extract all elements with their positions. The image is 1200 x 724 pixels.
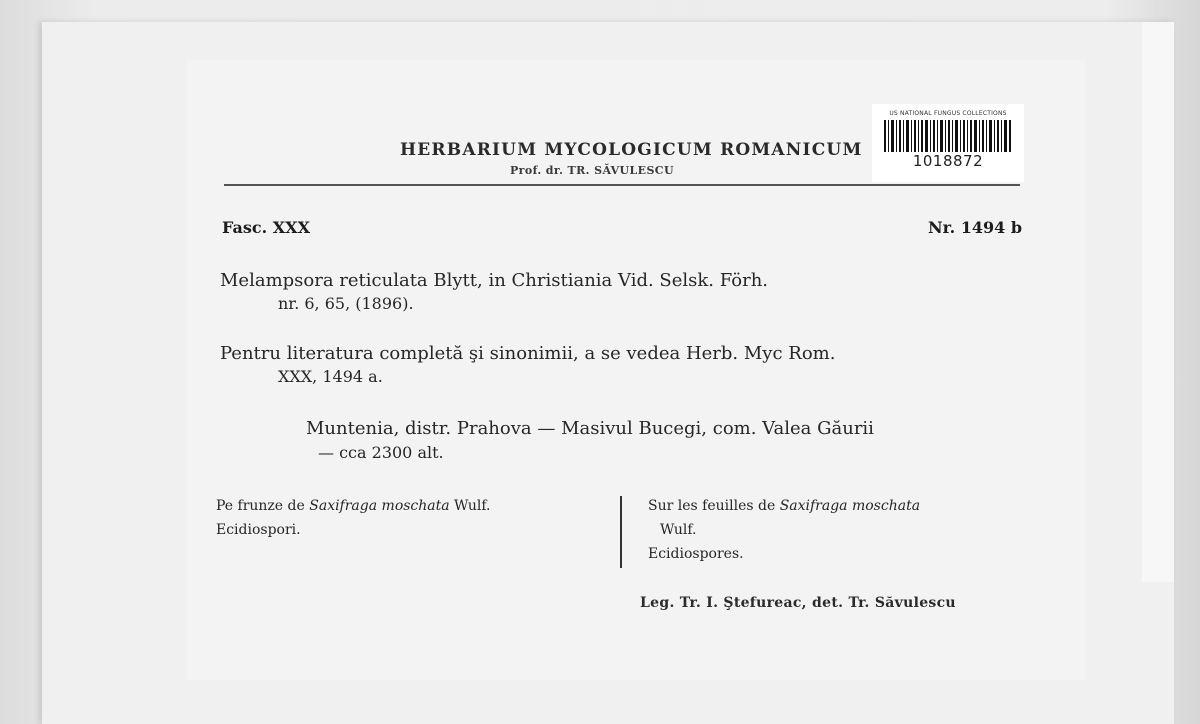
barcode-icon	[884, 120, 1012, 152]
species-citation: nr. 6, 65, (1896).	[278, 294, 414, 313]
host-romanian	[216, 495, 491, 517]
host-taxon: Saxifraga moschata	[309, 498, 450, 514]
host-prefix-fr: Sur les feuilles de	[648, 498, 780, 514]
fascicle-label: Fasc. XXX	[222, 218, 310, 237]
column-divider	[620, 496, 622, 568]
host-author-fr: Wulf.	[660, 522, 697, 538]
locality: Muntenia, distr. Prahova — Masivul Bucegi, com. Valea Găurii	[306, 418, 874, 439]
host-taxon-fr: Saxifraga moschata	[779, 498, 921, 514]
herbarium-subtitle: Prof. dr. TR. SĂVULESCU	[510, 164, 674, 177]
host-author: Wulf.	[449, 498, 491, 514]
barcode-label	[872, 104, 1024, 182]
literature-note: Pentru literatura completă şi sinonimii, a se vedea Herb. Myc Rom.	[220, 343, 836, 364]
host-french	[648, 495, 920, 517]
herbarium-title: HERBARIUM MYCOLOGICUM ROMANICUM	[400, 140, 863, 160]
header-rule	[224, 184, 1020, 186]
barcode-number: 1018872	[912, 152, 984, 170]
host-prefix: Pe frunze de	[216, 498, 310, 514]
collector-line: Leg. Tr. I. Ştefureac, det. Tr. Săvulescu	[640, 595, 956, 611]
literature-reference: XXX, 1494 a.	[278, 367, 383, 386]
specimen-number: Nr. 1494 b	[927, 218, 1022, 237]
stage-romanian: Ecidiospori.	[216, 522, 301, 538]
species-name: Melampsora reticulata Blytt, in Christiania Vid. Selsk. Förh.	[220, 270, 769, 291]
sheet-edge	[1142, 22, 1174, 582]
altitude: — cca 2300 alt.	[318, 443, 444, 462]
stage-french: Ecidiospores.	[648, 546, 744, 562]
barcode-caption: US NATIONAL FUNGUS COLLECTIONS	[889, 110, 1007, 117]
